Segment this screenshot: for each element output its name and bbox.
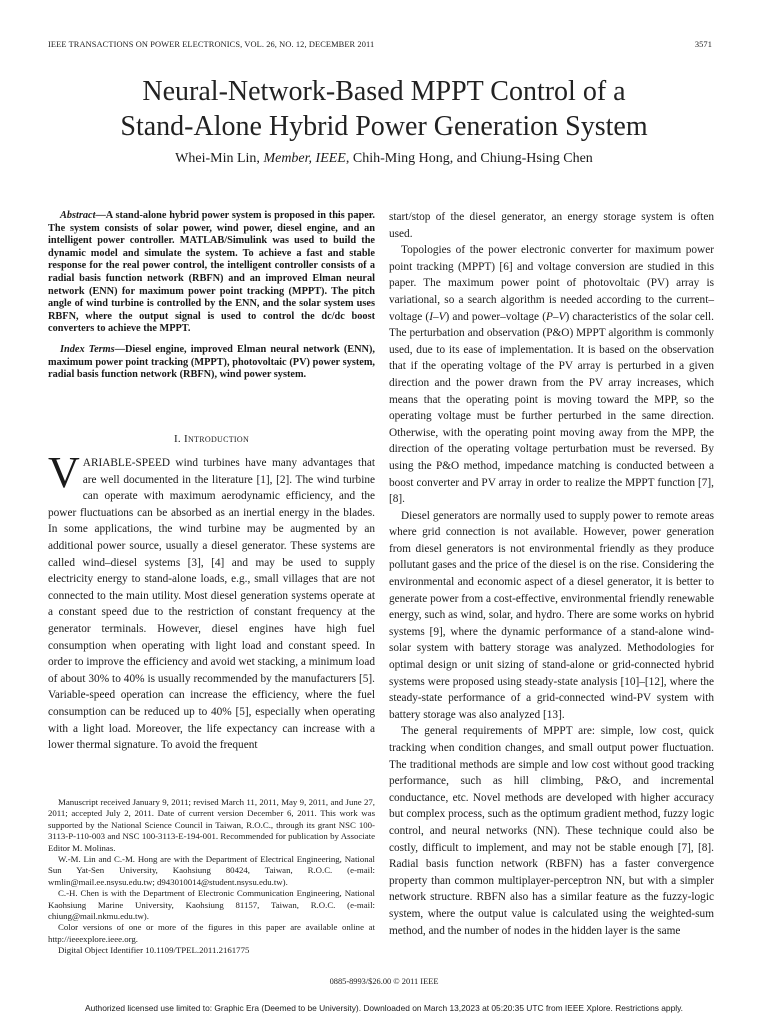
intro-body: wind turbines have many advantages that are well documented in the literature [1], [2]. The wind turbine can operate with maximum aerodynamic efficiency, and the power fluctuations can be absorbed as an inertial energy in the blades. In some applications, the wind turbine may be augmented by an additional power source, usually a diesel generator. These systems are called wind–diesel systems [3], [4] and may be used to supply electricity energy to stand-alone loads, e.g., small villages that are not connected to the main utility. Most diesel generation systems operate at a constant speed due to the restriction of constant frequency at the generator terminals. However, diesel engines have high fuel consumption when operating with light load and constant speed. In order to improve the efficiency and avoid wet stacking, a minimum load of about 30% to 40% is usually recommended by the manufacturers [5]. Variable-speed operation can increase the efficiency, where the fuel consumption can be reduced up to 40% [5], especially when operating with a light load. Moreover, the life expectancy can increase with a lower thermal signature. To avoid the frequent <box>48 457 375 752</box>
license-notice: Authorized licensed use limited to: Graphic Era (Deemed to be University). Downloaded on March 13,2023 at 05:20:35 UTC from IEEE Xplore. Restrictions apply. <box>84 1003 683 1013</box>
intro-first-word: ARIABLE-SPEED <box>82 457 171 469</box>
intro-paragraph <box>48 448 375 754</box>
author-list <box>40 151 728 167</box>
index-terms-label: Index Terms <box>60 343 115 355</box>
author-1-role: Member, IEEE <box>263 151 346 166</box>
section-number: I. <box>173 433 181 445</box>
iv-symbol: I–V <box>429 310 446 323</box>
footnotes <box>48 797 375 957</box>
paper-title <box>40 74 728 144</box>
footnote-color: Color versions of one or more of the figures in this paper are available online at http://ieeexplore.ieee.org. <box>48 922 375 944</box>
abstract-block <box>48 210 375 382</box>
paragraph-continuation: start/stop of the diesel generator, an energy storage system is often used. <box>389 211 714 240</box>
paragraph-mppt-requirements: The general requirements of MPPT are: simple, low cost, quick tracking when condition changes, and small output power fluctuation. The traditional methods are simple and low cost without good tracking performance, such as hill climbing, P&O, and incremental conductance, etc. Novel methods are developed with higher accuracy but complex process, such as the optimum gradient method, fuzzy logic control, and neural networks (NN). These technique could also be costly, difficult to implement, and may not be stable enough [7], [8]. Radial basis function network (RBFN) has a faster convergence property than common multiplayer-perceptron NN, but with a simpler network structure. RBFN also has a similar feature as the fuzzy-logic system, where the output value is calculated using the weighted-sum method, and the number of nodes in the hidden layer is the same <box>389 725 714 937</box>
section-heading <box>48 433 375 445</box>
index-terms-text: —Diesel engine, improved Elman neural network (ENN), maximum power point tracking (MPPT), photovoltaic (PV) power system, radial basis function network (RBFN), wind power system. <box>48 343 375 381</box>
abstract-text: —A stand-alone hybrid power system is proposed in this paper. The system consists of solar power, wind power, diesel engine, and an intelligent power controller. MATLAB/Simulink was used to build the dynamic model and simulate the system. To achieve a fast and stable response for the real power control, the intelligent controller consists of a radial basis function network (RBFN) and an improved Elman neural network (ENN) for maximum power point tracking (MPPT). The pitch angle of wind turbine is controlled by the ENN, and the solar system uses RBFN, where the output signal is used to control the dc/dc boost converters to achieve the MPPT. <box>48 210 375 335</box>
index-terms <box>48 344 375 382</box>
journal-header: IEEE TRANSACTIONS ON POWER ELECTRONICS, VOL. 26, NO. 12, DECEMBER 2011 <box>48 40 375 49</box>
right-column-text <box>389 209 714 939</box>
footnote-affiliation-1: W.-M. Lin and C.-M. Hong are with the Department of Electrical Engineering, National Sun Yat-Sen University, Kaohsiung 80424, Taiwan, R.O.C. (e-mail: wmlin@mail.ee.nsysu.edu.tw; d943010014@student.nsysu.edu.tw). <box>48 854 375 887</box>
pv-symbol: P–V <box>546 310 566 323</box>
issn-copyright: 0885-8993/$26.00 © 2011 IEEE <box>329 977 439 986</box>
paragraph-diesel: Diesel generators are normally used to supply power to remote areas where grid connection is not available. However, power generation from diesel generators is not environmental friendly as they produce pollutant gases and the price of the diesel is on the rise. Considering the environmental and economic aspect of a diesel generator, it is better to generate power from a cost-effective, environmental friendly renewable energy, such as wind, solar, and hydro. There are some works on hybrid systems [9], where the dynamic performance of a stand-alone wind-solar system with battery storage was analyzed. Methodologies for optimal design or unit sizing of stand-alone or grid-connected hybrid systems were proposed using steady-state analysis [10]–[12], where the steady-state performance of a grid-connected wind-PV system with battery storage was also analyzed [13]. <box>389 509 714 721</box>
introduction-text <box>48 448 375 754</box>
title-line-2: Stand-Alone Hybrid Power Generation System <box>120 111 648 142</box>
section-title: Introduction <box>184 433 250 445</box>
footnote-manuscript: Manuscript received January 9, 2011; revised March 11, 2011, May 9, 2011, and June 27, 2011; accepted July 2, 2011. Date of current version December 6, 2011. This work was supported by the National Science Council in Taiwan, R.O.C., through its grant NSC 100-3113-P-110-003 and NSC 100-3113-E-194-001. Recommended for publication by Associate Editor M. Molinas. <box>48 797 375 853</box>
paragraph-topologies: Topologies of the power electronic converter for maximum power point tracking (MPPT) [6] and voltage conversion are studied in this paper. The maximum power point of photovoltaic (PV) array is variational, so a search algorithm is needed according to the current–voltage (I–V) and power–voltage (P–V) characteristics of the solar cell. The perturbation and observation (P&O) MPPT algorithm is commonly used, due to its ease of implementation. It is based on the observation that if the operating voltage of the PV array is perturbed in a given direction and the power drawn from the PV array increases, which means that the operating point is moving toward the MPP, so the operating voltage must be further perturbed in the same direction. Otherwise, with the operating point moving away from the MPP, the direction of the operating voltage perturbation must be reversed. By using the P&O method, impedance matching is conducted between a boost converter and PV array in order to realize the MPPT function [7], [8]. <box>389 244 714 506</box>
running-header <box>48 40 712 54</box>
abstract-label: Abstract <box>60 210 96 221</box>
footnote-doi: Digital Object Identifier 10.1109/TPEL.2011.2161775 <box>58 945 250 956</box>
abstract <box>48 210 375 336</box>
footnote-affiliation-2: C.-H. Chen is with the Department of Electronic Communication Engineering, National Kaohsiung Marine University, Kaohsiung 81157, Taiwan, R.O.C. (e-mail: chiung@mail.nkmu.edu.tw). <box>48 888 375 922</box>
author-1: Whei-Min Lin, <box>175 151 264 166</box>
other-authors: , Chih-Ming Hong, and Chiung-Hsing Chen <box>345 151 593 166</box>
drop-cap: V <box>48 448 80 497</box>
title-line-1: Neural-Network-Based MPPT Control of a <box>142 76 626 107</box>
page-number: 3571 <box>694 40 712 49</box>
